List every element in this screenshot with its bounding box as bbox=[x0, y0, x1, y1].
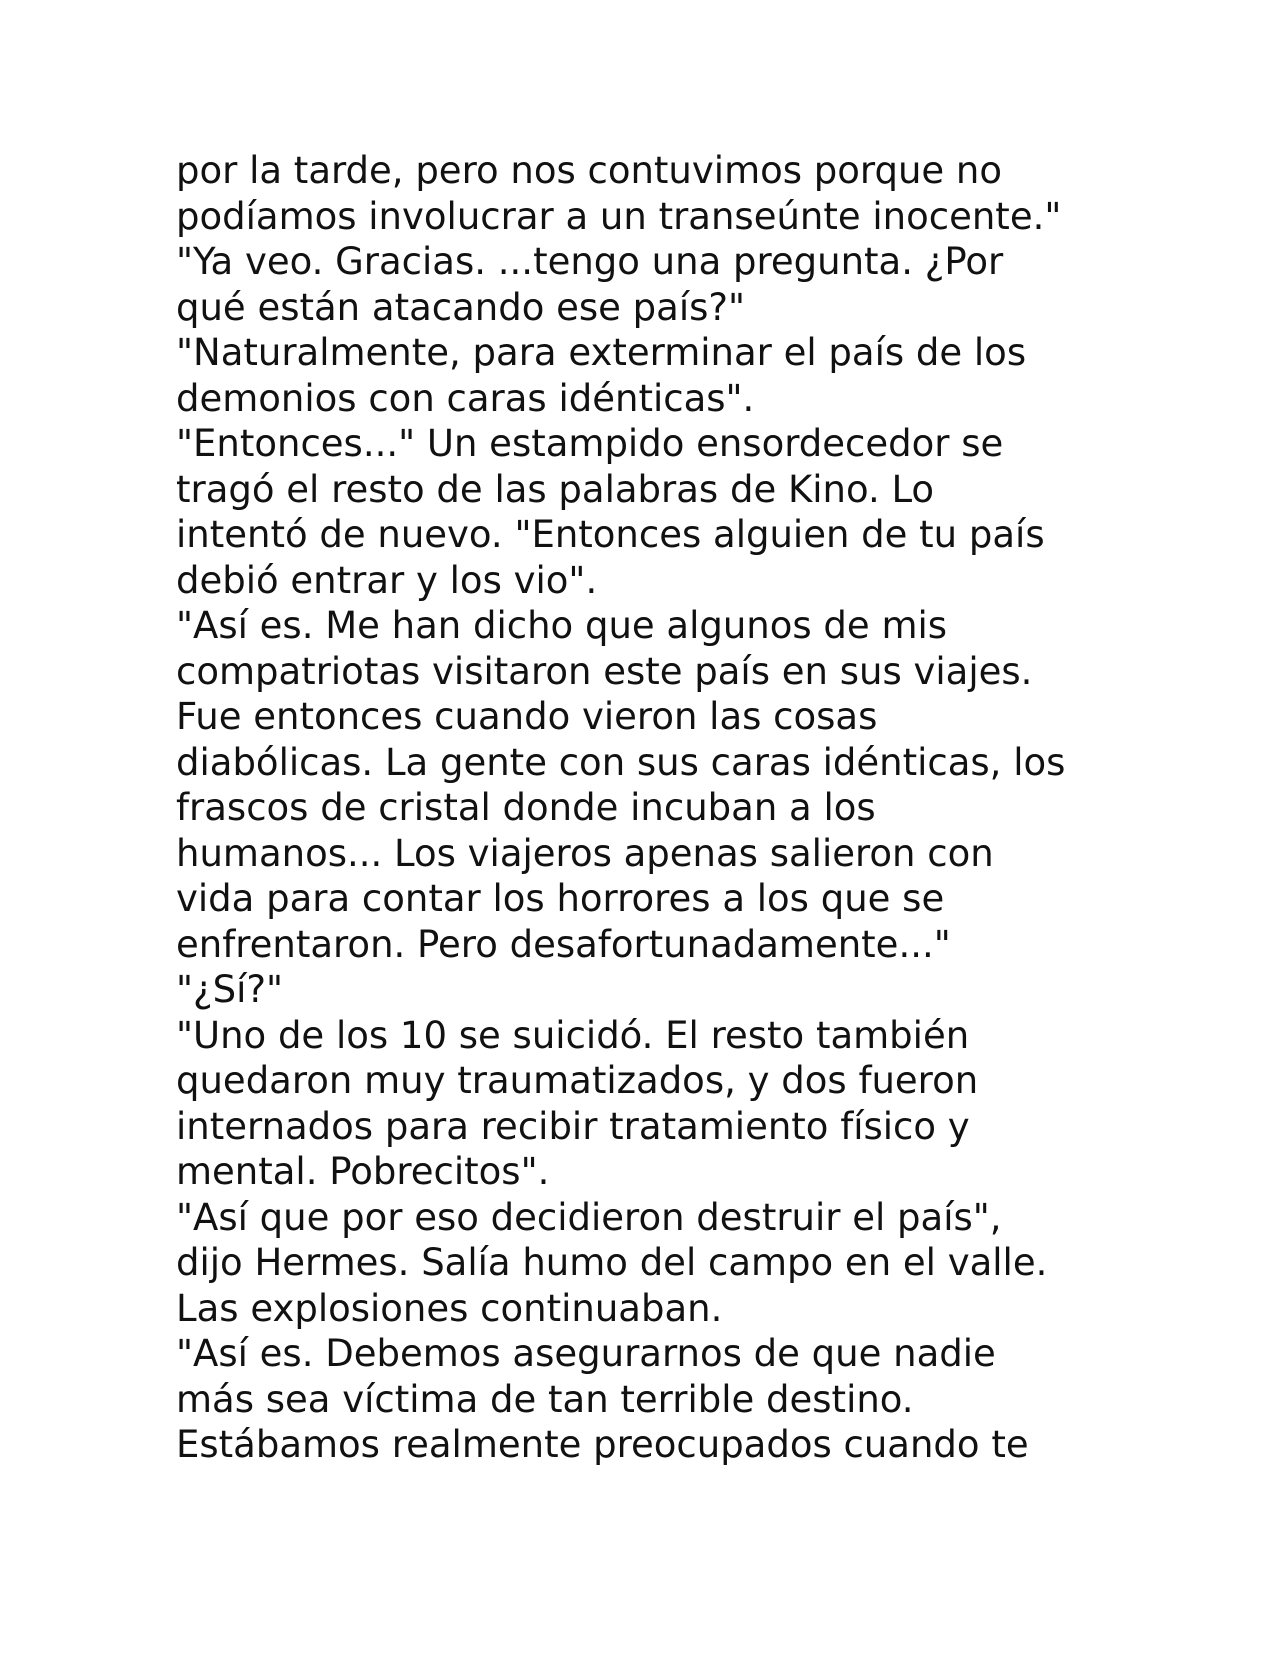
text-line: frascos de cristal donde incuban a los bbox=[176, 786, 876, 829]
text-line: intentó de nuevo. "Entonces alguien de tu país bbox=[176, 513, 1045, 556]
text-line: tragó el resto de las palabras de Kino. Lo bbox=[176, 467, 935, 511]
text-line: "Naturalmente, para exterminar el país de los bbox=[176, 331, 1027, 374]
body-text bbox=[176, 148, 1176, 1468]
text-line: compatriotas visitaron este país en sus viajes. bbox=[176, 649, 1033, 693]
text-line: diabólicas. La gente con sus caras idénticas, los bbox=[176, 740, 1066, 784]
text-line: Estábamos realmente preocupados cuando te bbox=[176, 1423, 1029, 1466]
text-line: humanos... Los viajeros apenas salieron con bbox=[176, 831, 994, 875]
text-line: "Ya veo. Gracias. ...tengo una pregunta. ¿Por bbox=[176, 240, 1004, 283]
text-line: mental. Pobrecitos". bbox=[176, 1150, 550, 1193]
text-line: Las explosiones continuaban. bbox=[176, 1286, 723, 1330]
text-line: "Uno de los 10 se suicidó. El resto también bbox=[176, 1013, 970, 1057]
text-line: por la tarde, pero nos contuvimos porque no bbox=[176, 149, 1003, 192]
text-line: Fue entonces cuando vieron las cosas bbox=[176, 695, 878, 738]
text-line: más sea víctima de tan terrible destino. bbox=[176, 1377, 914, 1421]
text-line: "Así es. Debemos asegurarnos de que nadie bbox=[176, 1332, 996, 1375]
text-line: "¿Sí?" bbox=[176, 968, 284, 1011]
text-line: "Entonces..." Un estampido ensordecedor se bbox=[176, 422, 1004, 465]
text-line: dijo Hermes. Salía humo del campo en el valle. bbox=[176, 1241, 1048, 1284]
text-line: debió entrar y los vio". bbox=[176, 558, 598, 602]
text-line: demonios con caras idénticas". bbox=[176, 376, 755, 420]
text-line: vida para contar los horrores a los que se bbox=[176, 877, 945, 920]
text-line: quedaron muy traumatizados, y dos fueron bbox=[176, 1059, 979, 1102]
text-line: enfrentaron. Pero desafortunadamente..." bbox=[176, 922, 951, 966]
text-line: internados para recibir tratamiento físico y bbox=[176, 1104, 970, 1148]
text-line: podíamos involucrar a un transeúnte inocente." bbox=[176, 194, 1062, 238]
text-line: "Así es. Me han dicho que algunos de mis bbox=[176, 604, 948, 647]
text-line: "Así que por eso decidieron destruir el país", bbox=[176, 1195, 1002, 1239]
text-line: qué están atacando ese país?" bbox=[176, 285, 746, 329]
